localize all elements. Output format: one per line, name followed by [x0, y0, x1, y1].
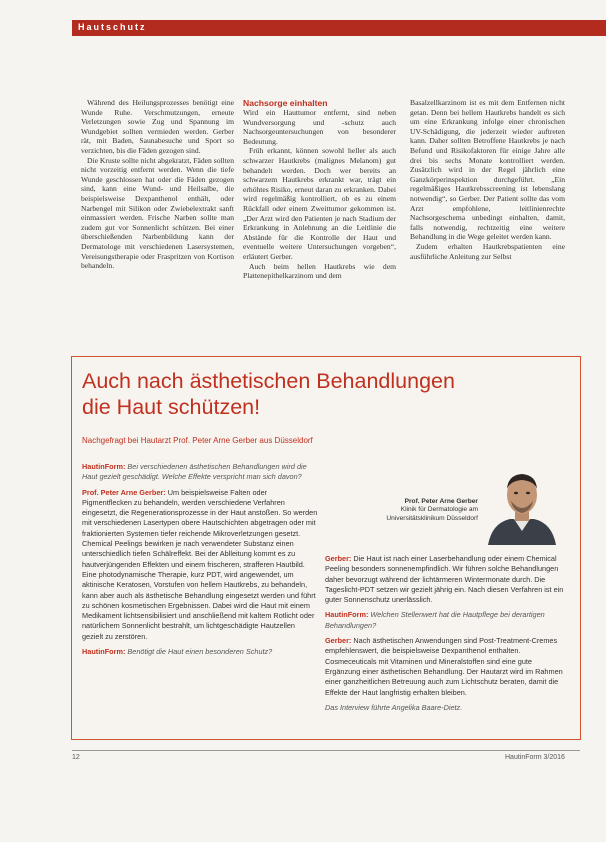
qa-question-2 — [82, 647, 318, 657]
answer-label: Gerber: — [325, 636, 352, 646]
interview-credit: Das Interview führte Angelika Baare-Dietz. — [325, 702, 463, 712]
section-label: Hautschutz — [78, 22, 147, 32]
article-paragraph: Basalzellkarzinom ist es mit dem Entfernen nicht getan. Denn bei hellem Hautkrebs handelt es sich um eine Erkrankung infolge einer chronischen UV-Schädigung, die jederzeit wieder auftreten kann. Daher sollten Betroffene Hautkrebs je nach Befund und Risikofaktoren für einige Jahre alle drei bis sechs Monate kontrolliert werden. Zusätzlich wird in der Regel jährlich eine Ganzkörperinspektion durchgeführt. „Ein regelmäßiges Hautkrebsscreening ist lebenslang notwendig“, so Gerber. Der Patient sollte das vom Arzt empfohlene, leitlinienrechte Nachsorgeschema unbedingt einhalten, damit, falls notwendig, rechtzeitig eine weitere Behandlung in die Wege geleitet werden kann. — [410, 98, 565, 242]
page-number: 12 — [72, 754, 80, 761]
qa-question-3 — [325, 610, 565, 631]
caption-affiliation-2: Universitätsklinikum Düsseldorf — [386, 514, 478, 522]
question-label: HautinForm: — [82, 462, 126, 471]
article-column-1 — [81, 98, 234, 271]
question-text: Bei verschiedenen ästhetischen Behandlungen wird die Haut gezielt geschädigt. Welche Effekte verspricht man sich davon? — [82, 462, 307, 482]
article-column-2 — [243, 98, 396, 281]
answer-label: Gerber: — [325, 554, 352, 563]
answer-label: Prof. Peter Arne Gerber: — [82, 487, 166, 497]
portrait-photo — [484, 465, 560, 545]
interview-right-column — [325, 554, 565, 718]
article-paragraph: Während des Heilungsprozesses benötigt eine Wunde Ruhe. Verschmutzungen, erneute Verletzungen sowie Zug und Spannung im Wundgebiet sollten vermieden werden. Gerber rät, mit Baden, Saunabesuche und Sport so verzichten, bis die Fäden gezogen sind. — [81, 98, 234, 155]
photo-caption — [370, 498, 478, 523]
answer-text: Die Haut ist nach einer Laserbehandlung oder einem Chemical Peeling besonders sonnenempfindlich. Wir führen solche Behandlungen daher bevorzugt während der lichtärmeren Wintermonate durch. Die Tageslicht-PDT setzen wir gezielt jährig ein. Nach diesen Verfahren ist ein guter Sonnenschutz unerlässlich. — [325, 554, 564, 605]
interview-title-line-1: Auch nach ästhetischen Behandlungen — [82, 369, 455, 393]
article-column-3 — [410, 98, 565, 261]
article-paragraph: Die Kruste sollte nicht abgekratzt, Fäden sollten nicht vorzeitig entfernt werden. Wenn die tiefe Wunde geschlossen hat oder die Fäden gezogen sind, kann eine Wund- und Heilsalbe, die beispielsweise Dexpanthenol enthält, oder Narbengel mit Silikon oder Zwiebelextrakt sanft einmassiert werden. Frische Narben sollte man zudem gut vor Sonnenlicht schützen. Bei einer überschießenden Narbenbildung kann der Dermatologe mit verschiedenen Lasersystemen, Vereisungstherapie oder Fraspritzen von Kortison behandeln. — [81, 155, 234, 271]
article-paragraph: Wird ein Hauttumor entfernt, sind neben Wundversorgung und -schutz auch Nachsorgeuntersuchungen von besonderer Bedeutung. — [243, 108, 396, 146]
answer-text: Um beispielsweise Falten oder Pigmentflecken zu behandeln, werden verschiedene Verfahren eingesetzt, die Regenerationsprozesse in der Haut anstoßen. So werden mit verschiedenen Lasertypen obere Hautschichten abgetragen oder mit fraktionierten Systemen tiefer reichende Mikroverletzungen gesetzt. Chemical Peelings bewirken je nach verwendeter Substanz einen unterschiedlich tiefen Schälreffekt. Bei der Ablleitung kommt es zu hautverjüngenden Effekten und einem frischeren, strafferen Hautbild. Eine photodynamische Therapie, kurz PDT, wird angewendet, um aktinische Keratosen, Vorstufen von hellem Hautkrebs, zu behandeln, kann aber auch als ästhetische Behandlung eingesetzt werden und führt zu schönen kosmetischen Ergebnissen. Dabei wird die Haut mit einem Medikament lichtsensibilisiert und anschließend mit kaltem Rotlicht oder natürlichem Sonnenlicht bestrahlt, um lichtgeschädigte Hautzellen gezielt zu zerstören. — [82, 487, 318, 641]
qa-answer-2 — [325, 554, 565, 605]
caption-affiliation-1: Klinik für Dermatologie am — [400, 506, 478, 514]
interview-title-line-2: die Haut schützen! — [82, 395, 261, 419]
answer-text: Nach ästhetischen Anwendungen sind Post-Treatment-Cremes empfehlenswert, die beispielsweise Dexpanthenol enthalten. Cosmeceuticals mit Vitaminen und Mineralstoffen sind eine gute Ergänzung einer ästhetischen Behandlung. Der Hautarzt wird im Rahmen einer ganzheitlichen Betreuung auch zum Lichtschutz beraten, damit die Effekte der Haut langfristig erhalten bleiben. — [325, 636, 563, 697]
interview-title — [82, 368, 562, 420]
question-text: Welchen Stellenwert hat die Hautpflege bei derartigen Behandlungen? — [325, 610, 545, 630]
article-paragraph: Zudem erhalten Hautkrebspatienten eine ausführliche Anleitung zur Selbst — [410, 241, 565, 261]
caption-name: Prof. Peter Arne Gerber — [404, 498, 478, 505]
interview-subtitle: Nachgefragt bei Hautarzt Prof. Peter Arne Gerber aus Düsseldorf — [82, 436, 313, 445]
section-header-bar — [72, 20, 606, 36]
subheading-nachsorge: Nachsorge einhalten — [243, 98, 328, 108]
qa-answer-3 — [325, 636, 565, 698]
question-label: HautinForm: — [82, 647, 126, 657]
interview-left-column — [82, 462, 318, 662]
question-label: HautinForm: — [325, 610, 369, 620]
article-paragraph: Auch beim hellen Hautkrebs wie dem Plattenepithelkarzinom und dem — [243, 261, 396, 281]
question-text: Benötigt die Haut einen besonderen Schutz? — [127, 647, 273, 657]
issue-label: HautinForm 3/2016 — [505, 754, 565, 761]
qa-answer-1 — [82, 488, 318, 642]
article-paragraph: Früh erkannt, können sowohl heller als auch schwarzer Hautkrebs (malignes Melanom) gut behandelt werden. Doch wer bereits an schwarzem Hautkrebs erkrankt war, trägt ein erhöhtes Risiko, erneut daran zu erkranken. Dabei wird regelmäßig kontrolliert, ob es zu einem Rückfall oder einem Zweittumor gekommen ist. „Der Arzt wird den Patienten je nach Stadium der Erkrankung in Anlehnung an die Leitlinie die Abstände für die Kontrolle der Haut und eventuelle weitere Untersuchungen vorgeben“, erläutert Gerber. — [243, 146, 396, 261]
qa-question-1 — [82, 462, 318, 483]
footer-rule — [72, 750, 580, 751]
